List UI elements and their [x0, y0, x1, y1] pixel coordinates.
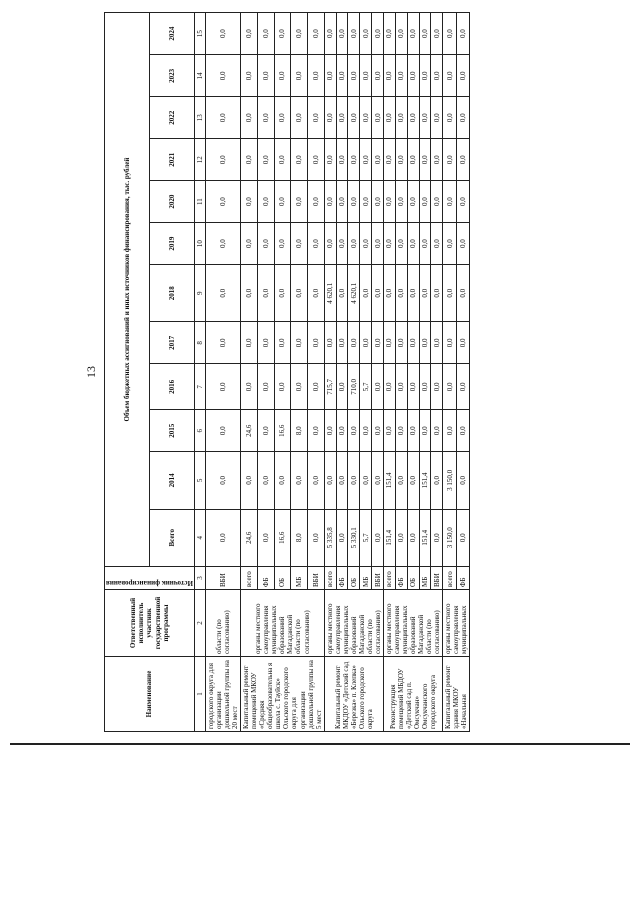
page-number: 13 [84, 366, 98, 378]
header-source-text: Источник финансирования [106, 579, 193, 587]
value-cell: 0,0 [336, 223, 348, 265]
value-cell: 0,0 [307, 265, 324, 322]
column-number: 2 [194, 590, 205, 657]
value-cell: 0,0 [241, 322, 258, 364]
value-cell: 0,0 [372, 265, 384, 322]
value-cell: 0,0 [257, 364, 274, 410]
value-cell: 0,0 [307, 410, 324, 452]
value-cell: 0,0 [407, 181, 419, 223]
value-cell: 0,0 [206, 181, 241, 223]
value-cell: 0,0 [291, 97, 308, 139]
value-cell: 0,0 [443, 410, 457, 452]
column-number: 14 [194, 55, 205, 97]
value-cell: 0,0 [257, 223, 274, 265]
value-cell: 0,0 [257, 181, 274, 223]
value-cell: 0,0 [360, 181, 372, 223]
value-cell: 0,0 [257, 55, 274, 97]
header-year: 2019 [149, 223, 194, 265]
row-name: Капитальный ремонт МКДОУ «Детский сад «Березка» п. Клепка» Ольского городского округа [324, 657, 383, 732]
row-name: Капитальный ремонт помещений МКОУ «Средняя общеобразовательна я школа с. Тауйск» Ольского городского округа для организации дошкольной группы на 5 мест [241, 657, 324, 732]
value-cell: 0,0 [360, 410, 372, 452]
value-cell: 0,0 [419, 223, 431, 265]
row-source: ОБ [407, 567, 419, 590]
value-cell: 710,0 [348, 364, 360, 410]
row-source: ВБИ [372, 567, 384, 590]
value-cell: 0,0 [336, 97, 348, 139]
page-divider-line [10, 743, 630, 745]
column-number: 9 [194, 265, 205, 322]
header-year: 2017 [149, 322, 194, 364]
row-source: МБ [291, 567, 308, 590]
value-cell: 0,0 [274, 97, 291, 139]
header-year: 2022 [149, 97, 194, 139]
value-cell: 8,0 [291, 509, 308, 566]
value-cell: 0,0 [443, 97, 457, 139]
row-name: Реконструкция помещений МБДОУ «Детский сад п. Омсукчан» Омсукчанского городского округа [383, 657, 442, 732]
value-cell: 0,0 [383, 97, 395, 139]
row-responsible: области (по согласованию) [206, 590, 241, 657]
value-cell: 0,0 [456, 364, 470, 410]
value-cell: 0,0 [206, 223, 241, 265]
value-cell: 0,0 [431, 364, 443, 410]
value-cell: 0,0 [257, 265, 274, 322]
value-cell: 0,0 [431, 452, 443, 509]
value-cell: 0,0 [372, 364, 384, 410]
column-number: 3 [194, 567, 205, 590]
row-source: МБ [360, 567, 372, 590]
value-cell: 0,0 [274, 452, 291, 509]
value-cell: 0,0 [348, 97, 360, 139]
row-source: ВБИ [307, 567, 324, 590]
value-cell: 0,0 [307, 139, 324, 181]
value-cell: 0,0 [241, 97, 258, 139]
value-cell: 0,0 [274, 13, 291, 55]
value-cell: 0,0 [348, 223, 360, 265]
value-cell: 0,0 [395, 509, 407, 566]
value-cell: 0,0 [395, 364, 407, 410]
value-cell: 0,0 [324, 452, 336, 509]
value-cell: 0,0 [360, 97, 372, 139]
column-number-row [194, 13, 205, 732]
value-cell: 0,0 [206, 364, 241, 410]
value-cell: 0,0 [291, 13, 308, 55]
value-cell: 0,0 [348, 55, 360, 97]
value-cell: 0,0 [395, 55, 407, 97]
value-cell: 0,0 [395, 452, 407, 509]
value-cell: 0,0 [274, 322, 291, 364]
value-cell: 0,0 [291, 452, 308, 509]
column-number: 15 [194, 13, 205, 55]
value-cell: 24,6 [241, 509, 258, 566]
value-cell: 0,0 [443, 223, 457, 265]
value-cell: 0,0 [383, 364, 395, 410]
value-cell: 0,0 [360, 13, 372, 55]
value-cell: 8,0 [291, 410, 308, 452]
value-cell: 0,0 [206, 55, 241, 97]
value-cell: 0,0 [431, 322, 443, 364]
value-cell: 0,0 [456, 181, 470, 223]
value-cell: 0,0 [307, 181, 324, 223]
value-cell: 0,0 [324, 223, 336, 265]
header-year: 2021 [149, 139, 194, 181]
value-cell: 0,0 [324, 322, 336, 364]
column-number: 7 [194, 364, 205, 410]
value-cell: 0,0 [348, 13, 360, 55]
value-cell: 0,0 [274, 265, 291, 322]
value-cell: 0,0 [241, 13, 258, 55]
value-cell: 0,0 [257, 410, 274, 452]
value-cell: 0,0 [395, 139, 407, 181]
value-cell: 0,0 [206, 97, 241, 139]
row-source: ОБ [348, 567, 360, 590]
row-source: ФБ [257, 567, 274, 590]
value-cell: 0,0 [443, 265, 457, 322]
value-cell: 0,0 [419, 265, 431, 322]
value-cell: 0,0 [274, 223, 291, 265]
value-cell: 0,0 [291, 364, 308, 410]
table-body [206, 13, 470, 732]
value-cell: 3 150,0 [443, 509, 457, 566]
value-cell: 0,0 [431, 265, 443, 322]
value-cell: 0,0 [443, 364, 457, 410]
value-cell: 0,0 [383, 139, 395, 181]
value-cell: 0,0 [383, 55, 395, 97]
value-cell: 0,0 [348, 322, 360, 364]
value-cell: 0,0 [257, 452, 274, 509]
value-cell: 0,0 [336, 452, 348, 509]
value-cell: 0,0 [431, 509, 443, 566]
value-cell: 0,0 [372, 55, 384, 97]
value-cell: 0,0 [206, 139, 241, 181]
row-source: ФБ [336, 567, 348, 590]
value-cell: 0,0 [456, 97, 470, 139]
value-cell: 0,0 [307, 223, 324, 265]
value-cell: 151,4 [419, 452, 431, 509]
value-cell: 0,0 [324, 139, 336, 181]
value-cell: 0,0 [291, 322, 308, 364]
row-responsible: органы местного самоуправления муниципальных образований Магаданской области (по согласованию) [241, 590, 324, 657]
value-cell: 0,0 [257, 322, 274, 364]
value-cell: 0,0 [348, 410, 360, 452]
value-cell: 0,0 [257, 509, 274, 566]
value-cell: 0,0 [395, 322, 407, 364]
value-cell: 0,0 [241, 181, 258, 223]
value-cell: 0,0 [274, 139, 291, 181]
value-cell: 0,0 [336, 364, 348, 410]
value-cell: 0,0 [431, 97, 443, 139]
value-cell: 0,0 [431, 13, 443, 55]
value-cell: 0,0 [348, 181, 360, 223]
value-cell: 0,0 [291, 55, 308, 97]
value-cell: 0,0 [360, 452, 372, 509]
value-cell: 0,0 [307, 452, 324, 509]
value-cell: 5 335,8 [324, 509, 336, 566]
table-row [241, 13, 258, 732]
value-cell: 0,0 [383, 223, 395, 265]
value-cell: 0,0 [407, 322, 419, 364]
value-cell: 0,0 [360, 265, 372, 322]
value-cell: 0,0 [336, 322, 348, 364]
value-cell: 151,4 [383, 509, 395, 566]
table-row [443, 13, 457, 732]
value-cell: 0,0 [407, 265, 419, 322]
row-source: ФБ [456, 567, 470, 590]
value-cell: 0,0 [274, 55, 291, 97]
row-source: ФБ [395, 567, 407, 590]
value-cell: 0,0 [336, 139, 348, 181]
header-funding: Объем бюджетных ассигнований и иных источников финансирования, тыс. рублей [105, 13, 150, 567]
header-year: 2016 [149, 364, 194, 410]
value-cell: 0,0 [456, 265, 470, 322]
value-cell: 0,0 [395, 181, 407, 223]
value-cell: 0,0 [372, 139, 384, 181]
header-year: 2024 [149, 13, 194, 55]
value-cell: 0,0 [419, 181, 431, 223]
value-cell: 0,0 [443, 13, 457, 55]
value-cell: 0,0 [360, 322, 372, 364]
header-source [105, 567, 195, 590]
value-cell: 0,0 [407, 97, 419, 139]
value-cell: 0,0 [307, 509, 324, 566]
value-cell: 0,0 [336, 13, 348, 55]
header-name: Наименование [105, 657, 195, 732]
row-source: всего [241, 567, 258, 590]
value-cell: 0,0 [241, 55, 258, 97]
header-total: Всего [149, 509, 194, 566]
value-cell: 0,0 [419, 55, 431, 97]
value-cell: 0,0 [419, 322, 431, 364]
value-cell: 0,0 [257, 13, 274, 55]
value-cell: 0,0 [372, 509, 384, 566]
row-source: ОБ [274, 567, 291, 590]
value-cell: 0,0 [407, 223, 419, 265]
header-row [105, 13, 150, 732]
value-cell: 0,0 [419, 410, 431, 452]
value-cell: 24,6 [241, 410, 258, 452]
value-cell: 4 620,1 [324, 265, 336, 322]
column-number: 4 [194, 509, 205, 566]
value-cell: 0,0 [257, 97, 274, 139]
value-cell: 0,0 [291, 265, 308, 322]
value-cell: 0,0 [407, 452, 419, 509]
value-cell: 0,0 [395, 223, 407, 265]
value-cell: 0,0 [324, 97, 336, 139]
value-cell: 0,0 [456, 322, 470, 364]
value-cell: 0,0 [456, 55, 470, 97]
row-responsible: органы местного самоуправления муниципальных [443, 590, 470, 657]
value-cell: 0,0 [307, 13, 324, 55]
value-cell: 0,0 [372, 97, 384, 139]
row-source: всего [324, 567, 336, 590]
table-row [324, 13, 336, 732]
value-cell: 0,0 [419, 97, 431, 139]
column-number: 11 [194, 181, 205, 223]
value-cell: 151,4 [383, 452, 395, 509]
value-cell: 0,0 [407, 13, 419, 55]
row-source: МБ [419, 567, 431, 590]
table-row [383, 13, 395, 732]
value-cell: 0,0 [324, 181, 336, 223]
value-cell: 0,0 [372, 223, 384, 265]
row-name: Капитальный ремонт здания МКОУ «Начальная [443, 657, 470, 732]
row-name: городского округа для организации дошкольной группы на 20 мест [206, 657, 241, 732]
value-cell: 0,0 [348, 139, 360, 181]
value-cell: 0,0 [419, 364, 431, 410]
column-number: 8 [194, 322, 205, 364]
value-cell: 0,0 [456, 139, 470, 181]
value-cell: 0,0 [443, 55, 457, 97]
value-cell: 0,0 [274, 364, 291, 410]
row-source: всего [383, 567, 395, 590]
value-cell: 5,7 [360, 509, 372, 566]
value-cell: 0,0 [372, 181, 384, 223]
value-cell: 151,4 [419, 509, 431, 566]
header-responsible: Ответственный исполнитель участник государственной программы [105, 590, 195, 657]
value-cell: 0,0 [307, 97, 324, 139]
value-cell: 0,0 [241, 364, 258, 410]
value-cell: 0,0 [291, 139, 308, 181]
value-cell: 0,0 [383, 410, 395, 452]
value-cell: 0,0 [456, 452, 470, 509]
value-cell: 0,0 [443, 181, 457, 223]
column-number: 5 [194, 452, 205, 509]
column-number: 1 [194, 657, 205, 732]
value-cell: 0,0 [307, 55, 324, 97]
value-cell: 0,0 [395, 265, 407, 322]
value-cell: 0,0 [206, 410, 241, 452]
column-number: 10 [194, 223, 205, 265]
value-cell: 0,0 [336, 509, 348, 566]
column-number: 13 [194, 97, 205, 139]
value-cell: 0,0 [336, 265, 348, 322]
value-cell: 0,0 [407, 509, 419, 566]
value-cell: 0,0 [336, 181, 348, 223]
value-cell: 0,0 [372, 13, 384, 55]
value-cell: 0,0 [206, 322, 241, 364]
value-cell: 0,0 [383, 181, 395, 223]
value-cell: 0,0 [431, 223, 443, 265]
value-cell: 0,0 [395, 97, 407, 139]
value-cell: 0,0 [407, 55, 419, 97]
header-year: 2020 [149, 181, 194, 223]
value-cell: 0,0 [383, 13, 395, 55]
value-cell: 0,0 [360, 55, 372, 97]
row-source: всего [443, 567, 457, 590]
value-cell: 0,0 [324, 410, 336, 452]
header-year: 2023 [149, 55, 194, 97]
row-source: ВБИ [431, 567, 443, 590]
value-cell: 16,6 [274, 410, 291, 452]
value-cell: 0,0 [383, 322, 395, 364]
value-cell: 0,0 [291, 181, 308, 223]
value-cell: 0,0 [206, 13, 241, 55]
value-cell: 0,0 [407, 139, 419, 181]
value-cell: 0,0 [324, 55, 336, 97]
value-cell: 0,0 [348, 452, 360, 509]
value-cell: 0,0 [241, 265, 258, 322]
value-cell: 0,0 [419, 139, 431, 181]
value-cell: 0,0 [419, 13, 431, 55]
value-cell: 0,0 [241, 223, 258, 265]
value-cell: 0,0 [336, 55, 348, 97]
value-cell: 0,0 [372, 410, 384, 452]
value-cell: 0,0 [307, 322, 324, 364]
value-cell: 0,0 [372, 452, 384, 509]
value-cell: 0,0 [336, 410, 348, 452]
header-year: 2014 [149, 452, 194, 509]
value-cell: 0,0 [443, 139, 457, 181]
value-cell: 0,0 [360, 139, 372, 181]
value-cell: 3 150,0 [443, 452, 457, 509]
header-year: 2015 [149, 410, 194, 452]
value-cell: 0,0 [407, 410, 419, 452]
value-cell: 0,0 [443, 322, 457, 364]
value-cell: 4 620,1 [348, 265, 360, 322]
value-cell: 16,6 [274, 509, 291, 566]
table-row [206, 13, 241, 732]
row-responsible: органы местного самоуправления муниципальных образований Магаданской области (по согласованию) [383, 590, 442, 657]
row-responsible: органы местного самоуправления муниципальных образований Магаданской области (по согласованию) [324, 590, 383, 657]
value-cell: 5,7 [360, 364, 372, 410]
value-cell: 0,0 [206, 452, 241, 509]
row-source: ВБИ [206, 567, 241, 590]
column-number: 6 [194, 410, 205, 452]
budget-table [104, 12, 470, 732]
value-cell: 0,0 [456, 509, 470, 566]
column-number: 12 [194, 139, 205, 181]
value-cell: 0,0 [241, 452, 258, 509]
value-cell: 0,0 [307, 364, 324, 410]
value-cell: 0,0 [360, 223, 372, 265]
value-cell: 5 330,1 [348, 509, 360, 566]
value-cell: 0,0 [395, 410, 407, 452]
value-cell: 0,0 [241, 139, 258, 181]
value-cell: 0,0 [383, 265, 395, 322]
value-cell: 0,0 [395, 13, 407, 55]
value-cell: 715,7 [324, 364, 336, 410]
value-cell: 0,0 [324, 13, 336, 55]
value-cell: 0,0 [456, 223, 470, 265]
value-cell: 0,0 [431, 55, 443, 97]
value-cell: 0,0 [274, 181, 291, 223]
value-cell: 0,0 [257, 139, 274, 181]
value-cell: 0,0 [456, 410, 470, 452]
rotated-content [80, 12, 560, 732]
value-cell: 0,0 [431, 410, 443, 452]
value-cell: 0,0 [206, 265, 241, 322]
value-cell: 0,0 [206, 509, 241, 566]
value-cell: 0,0 [431, 181, 443, 223]
value-cell: 0,0 [372, 322, 384, 364]
value-cell: 0,0 [291, 223, 308, 265]
value-cell: 0,0 [407, 364, 419, 410]
value-cell: 0,0 [456, 13, 470, 55]
header-year: 2018 [149, 265, 194, 322]
value-cell: 0,0 [431, 139, 443, 181]
